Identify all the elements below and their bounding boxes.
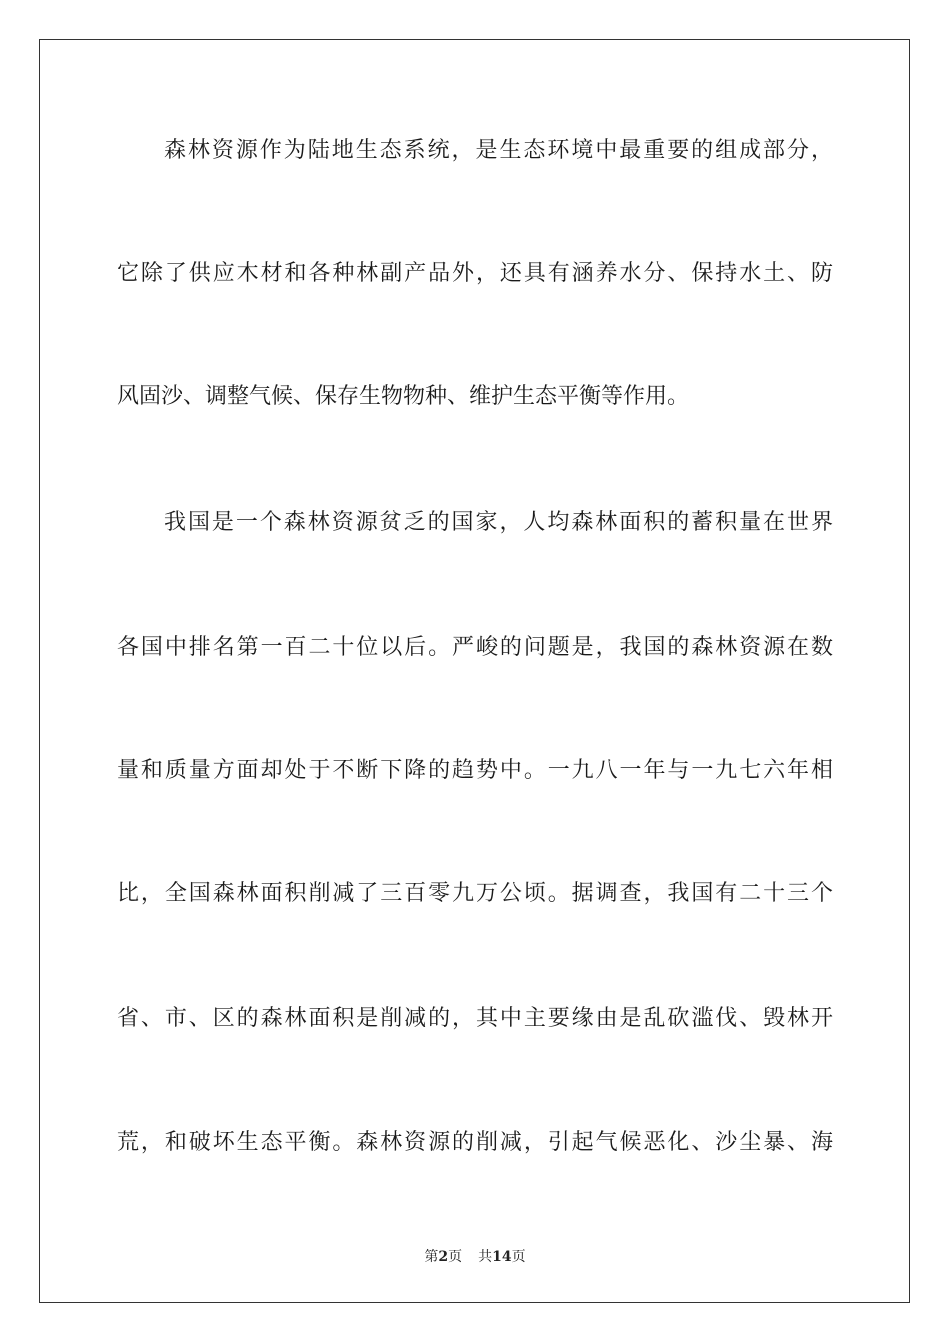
total-suffix: 页 (511, 1249, 526, 1265)
page-prefix: 第 (424, 1249, 439, 1265)
paragraph-2-line-1: 我国是一个森林资源贫乏的国家，人均森林面积的蓄积量在世界 (164, 510, 833, 535)
paragraph-2-line-5: 省、市、区的森林面积是削减的，其中主要缘由是乱砍滥伐、毁林开 (117, 1006, 833, 1031)
total-prefix: 共 (478, 1249, 493, 1265)
paragraph-2-line-6: 荒，和破坏生态平衡。森林资源的削减，引起气候恶化、沙尘暴、海 (117, 1130, 833, 1155)
page-suffix: 页 (448, 1249, 463, 1265)
paragraph-1-line-3: 风固沙、调整气候、保存生物物种、维护生态平衡等作用。 (117, 384, 690, 409)
total-pages: 14 (492, 1249, 512, 1265)
paragraph-1-line-2: 它除了供应木材和各种林副产品外，还具有涵养水分、保持水土、防 (117, 261, 833, 286)
paragraph-2-line-3: 量和质量方面却处于不断下降的趋势中。一九八一年与一九七六年相 (117, 758, 833, 783)
paragraph-2-line-2: 各国中排名第一百二十位以后。严峻的问题是，我国的森林资源在数 (117, 635, 833, 660)
paragraph-2-line-4: 比，全国森林面积削减了三百零九万公顷。据调查，我国有二十三个 (117, 881, 833, 906)
page-number: 2 (438, 1249, 449, 1265)
paragraph-1-line-1: 森林资源作为陆地生态系统，是生态环境中最重要的组成部分， (164, 138, 833, 163)
page-frame (39, 39, 910, 1303)
page-footer (0, 1248, 950, 1266)
